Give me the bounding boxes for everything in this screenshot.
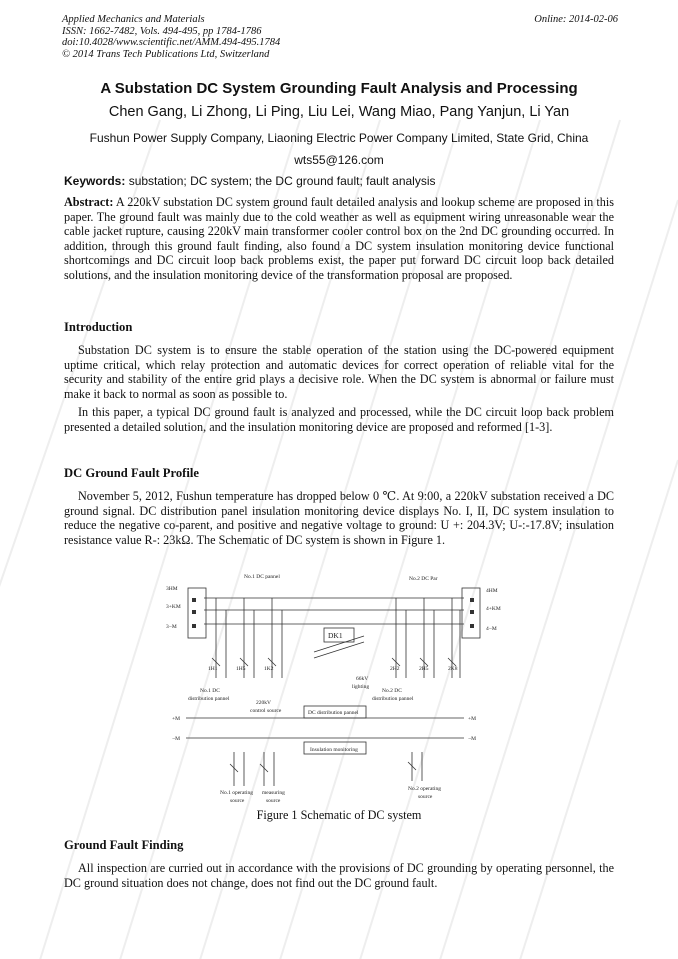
label-4m: 4−M (486, 626, 497, 632)
contact-email[interactable]: wts55@126.com (294, 153, 384, 167)
label-4km: 4+KM (486, 606, 501, 612)
label-no1-operating: No.1 operating (220, 790, 253, 796)
label-minus-m-right: −M (468, 736, 476, 742)
keywords-label: Keywords: (64, 174, 126, 188)
label-1h5: 1H5 (236, 666, 246, 672)
heading-ground-fault-finding: Ground Fault Finding (64, 838, 184, 852)
label-plus-m-left: +M (172, 716, 180, 722)
affiliation: Fushun Power Supply Company, Liaoning Electric Power Company Limited, State Grid, China (89, 131, 589, 145)
label-1h1: 1H1 (208, 666, 218, 672)
keywords-text: substation; DC system; the DC ground fault; fault analysis (125, 174, 436, 188)
label-no2-dc: No.2 DC (382, 688, 402, 694)
label-3km: 3+KM (166, 604, 181, 610)
label-220kv: 220kV (256, 700, 271, 706)
label-measuring-source: source (266, 798, 281, 804)
profile-paragraph: November 5, 2012, Fushun temperature has dropped below 0 ℃. At 9:00, a 220kV substation received a DC ground signal. DC distribution panel insulation monitoring device displays No. I, II, DC system insulation to reduce the negative co-parent, and positive and negative voltage to ground: U +: 204.3V; U-:-17.8V; insulation resistance value R-: 23kΩ. The Schematic of DC system is shown in Figure 1. (64, 489, 614, 547)
label-no2-operating: No.2 operating (408, 786, 441, 792)
label-no2-dc-panel: No.2 DC Par (409, 576, 438, 582)
label-dc-distribution-pannel: DC distribution pannel (308, 710, 359, 716)
doi-line: doi:10.4028/www.scientific.net/AMM.494-495.1784 (62, 37, 281, 48)
label-dist-pannel-2: distribution pannel (372, 696, 414, 702)
heading-dc-ground-fault-profile: DC Ground Fault Profile (64, 466, 199, 480)
abstract-label: Abstract: (64, 195, 114, 209)
dc-system-schematic (164, 566, 504, 806)
label-3hm: 3HM (166, 586, 178, 592)
abstract-text: A 220kV substation DC system ground fault detailed analysis and lookup scheme are proposed in this paper. The ground fault was mainly due to the cold weather as well as equipment wiring unreasonable wear the cable jacket rupture, causing 220kV main transformer cooler control box on the 2nd DC grounding occurred. In addition, through this ground fault finding, also found a DC system insulation monitoring device functional shortcomings and DC circuit loop back problems exist, the paper put forward DC circuit loop back detailed solutions, and the insulation monitoring device of the transformation proposal are proposed. (64, 195, 614, 282)
label-plus-m-right: +M (468, 716, 476, 722)
heading-introduction: Introduction (64, 320, 133, 334)
figure-caption: Figure 1 Schematic of DC system (256, 808, 422, 822)
label-no2-operating-source: source (418, 794, 433, 800)
intro-paragraph-1: Substation DC system is to ensure the stable operation of the station using the DC-powered equipment uptime critical, which relay protection and automatic devices for correct operation of reliable vital for the security and stability of the entire grid plays a decisive role. When the DC system is abnormal or failure must make it back to normal as soon as possible to. (64, 343, 614, 401)
paper-title: A Substation DC System Grounding Fault Analysis and Processing (100, 80, 578, 97)
label-2k8: 2K8 (448, 666, 458, 672)
label-lighting: lighting (352, 684, 370, 690)
label-66kv: 66kV (356, 676, 369, 682)
label-4hm: 4HM (486, 588, 498, 594)
issn-line: ISSN: 1662-7482, Vols. 494-495, pp 1784-1786 (62, 25, 262, 37)
keywords-line (64, 174, 624, 188)
label-2h2: 2H2 (390, 666, 400, 672)
label-no1-dc: No.1 DC (200, 688, 220, 694)
label-minus-m-left: −M (172, 736, 180, 742)
label-dist-pannel-1: distribution pannel (188, 696, 230, 702)
finding-paragraph: All inspection are curried out in accordance with the provisions of DC grounding by operating personnel, the DC ground situation does not change, does not find out the DC ground fault. (64, 861, 614, 890)
copyright-line: © 2014 Trans Tech Publications Ltd, Switzerland (62, 48, 270, 60)
label-no1-dc-pannel: No.1 DC pannel (244, 574, 280, 580)
label-control-source: control source (250, 708, 282, 714)
online-date: Online: 2014-02-06 (534, 14, 618, 25)
journal-name: Applied Mechanics and Materials (62, 14, 205, 25)
journal-header (62, 14, 618, 60)
label-measuring: measuring (262, 790, 285, 796)
label-no1-operating-source: source (230, 798, 245, 804)
label-insulation-monitoring: Insulation monitoring (310, 747, 358, 753)
intro-paragraph-2: In this paper, a typical DC ground fault is analyzed and processed, while the DC circuit loop back problem presented a detailed solution, and the insulation monitoring device are proposed and reformed [1-3]. (64, 405, 614, 434)
label-2h5: 2H5 (419, 666, 429, 672)
author-list: Chen Gang, Li Zhong, Li Ping, Liu Lei, Wang Miao, Pang Yanjun, Li Yan (108, 104, 570, 120)
label-1k2: 1K2 (264, 666, 274, 672)
label-3m: 3−M (166, 624, 177, 630)
abstract-paragraph (64, 195, 614, 283)
label-dk1: DK1 (328, 631, 343, 640)
